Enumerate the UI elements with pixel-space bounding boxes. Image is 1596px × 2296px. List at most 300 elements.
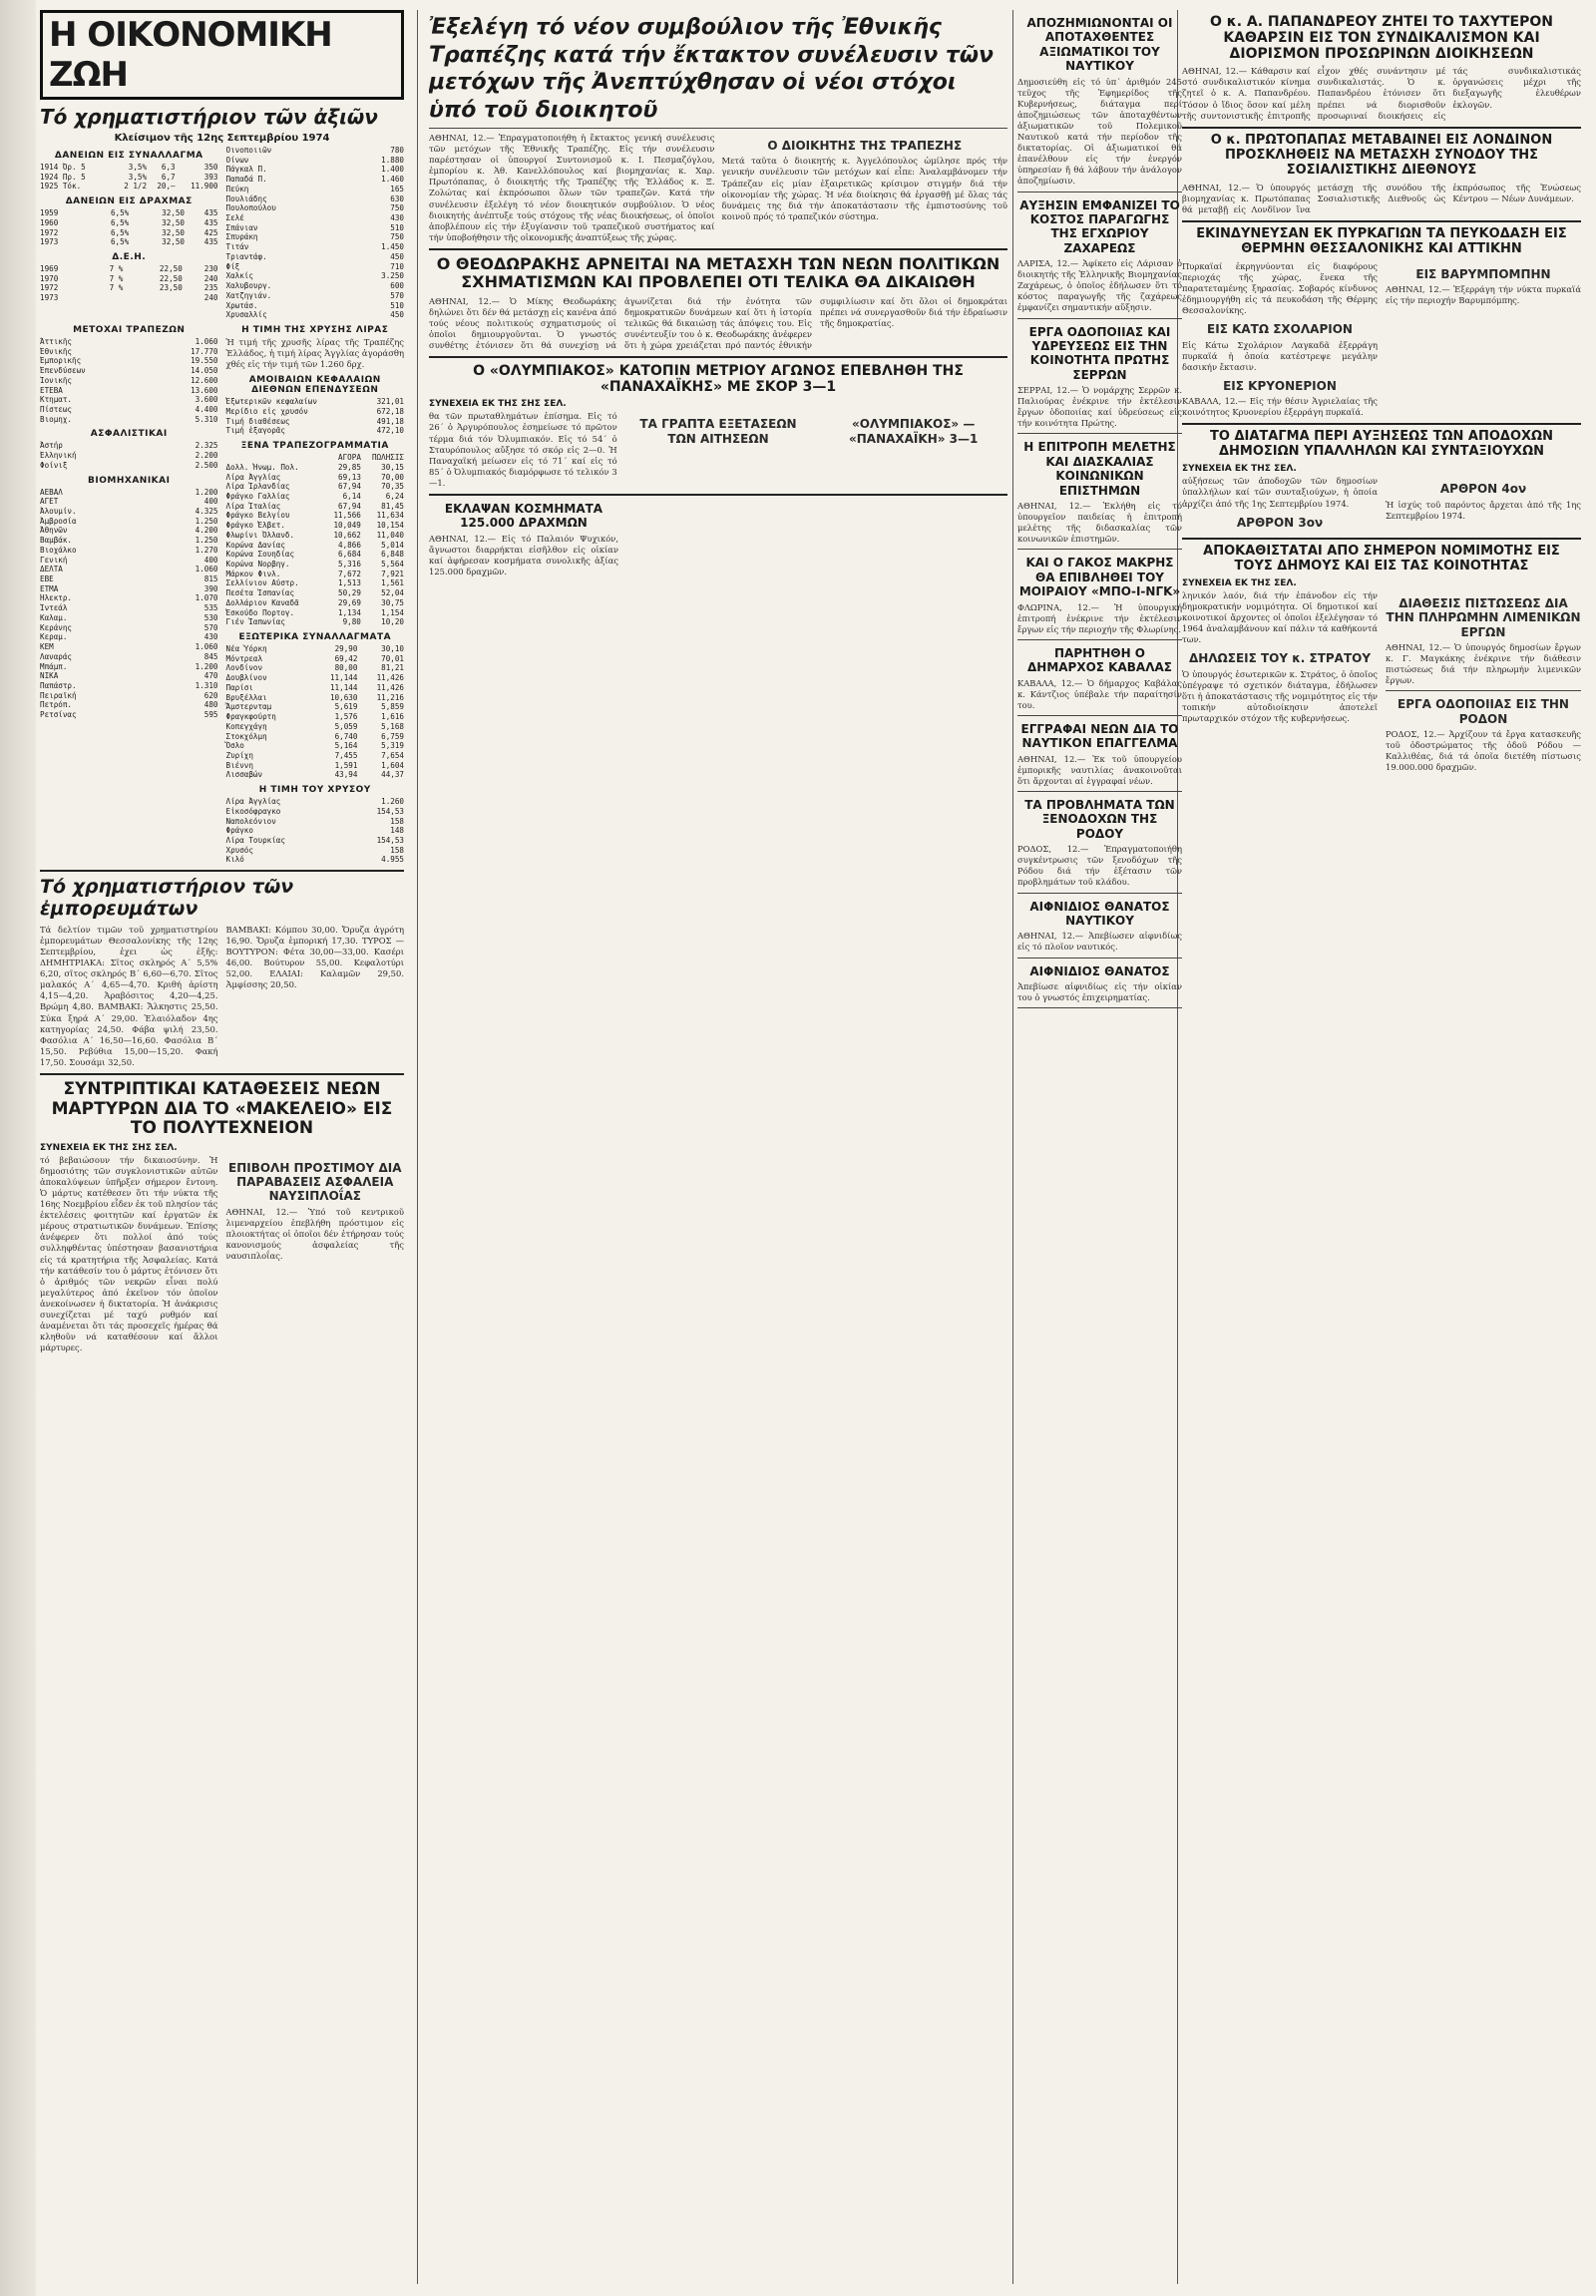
column-rule — [417, 10, 418, 2284]
divider — [40, 1073, 404, 1075]
fx-note-cell: Κορώνα Δανίας — [225, 540, 285, 550]
divider — [1386, 690, 1581, 691]
industrial-share-cell: 530 — [203, 612, 218, 622]
fx-note-cell: 6,24 — [385, 491, 404, 501]
industrial-share-cell: Κεραμ. — [40, 632, 68, 642]
ext-exchange-row — [226, 712, 405, 722]
fx-note-cell: Γιέν Ἰαπωνίας — [225, 617, 285, 627]
dei-loan-row — [40, 264, 218, 274]
ext-exchange-cell: 1,616 — [381, 712, 404, 722]
industrial-share-cell: ΕΤΜΑ — [40, 583, 59, 593]
bank-share-row — [40, 366, 218, 376]
share-cell: 1.400 — [381, 165, 404, 175]
industrial-share-cell: 390 — [203, 583, 218, 593]
bank-share-row — [40, 415, 218, 425]
industrial-share-cell: 535 — [203, 603, 218, 613]
industrial-share-cell: ΚΕΜ — [40, 642, 54, 652]
industrial-share-cell: 400 — [203, 497, 218, 507]
banks-table — [40, 337, 218, 424]
industrial-share-row — [40, 681, 218, 691]
bank-share-cell: 19.550 — [191, 356, 218, 366]
fires-col2 — [1386, 261, 1581, 419]
bank-share-cell: 3.600 — [195, 395, 218, 405]
industrial-share-cell: 570 — [203, 622, 218, 632]
drachma-loan-row — [40, 228, 218, 238]
industrial-share-cell: 1.310 — [195, 680, 218, 690]
industrial-share-cell: Πετρόπ. — [40, 700, 73, 710]
ext-exchange-row — [226, 751, 405, 761]
drachma-loan-cell: 435 — [203, 237, 218, 247]
fx-note-row — [226, 560, 405, 570]
industrial-share-cell: 620 — [203, 690, 218, 700]
divider — [1017, 433, 1182, 434]
divider — [429, 356, 1007, 358]
ext-exchange-cell: 6,759 — [381, 731, 404, 741]
fx-note-row — [226, 550, 405, 560]
ext-exchange-cell: 5,319 — [381, 741, 404, 751]
share-row — [226, 271, 405, 281]
share-cell: 510 — [390, 222, 404, 232]
gold-price-cell: 154,53 — [376, 806, 404, 816]
drachma-loans-table — [40, 208, 218, 247]
share-cell: Τριαντάφ. — [225, 251, 267, 261]
bank-share-cell: ΕΤΕΒΑ — [40, 385, 63, 395]
jewelry-text: ΑΘΗΝΑΙ, 12.— Εἰς τό Παλαιόν Ψυχικόν, ἄγνωστοι διαρρήκται εἰσῆλθον εἰς οἰκίαν καί ἀφήρεσαν κοσμήματα συνολικῆς ἀξίας 125.000 δραχμῶν. — [429, 533, 618, 577]
ext-exchange-row — [226, 770, 405, 780]
industrial-share-cell: ΑΕΒΑΛ — [40, 487, 63, 497]
industrial-share-row — [40, 603, 218, 613]
theodorakis-text: ΑΘΗΝΑΙ, 12.— Ὁ Μίκης Θεοδωράκης δηλώνει ὅτι δέν θά μετάσχῃ εἰς κανένα ἀπό τούς νέους πολιτικούς σχηματισμούς οἱ ὁποῖοι δημιουργοῦνται. Ὁ γνωστός συνθέτης ἐτόνισεν ὅτι θά συνεχίσῃ νά ἀγωνίζεται διά τήν ἐνότητα τῶν δημοκρατικῶν δυνάμεων καί ὅτι ἡ ἱστορία τελικῶς θά δικαιώσῃ τάς ἀπόψεις του. Εἰς συνέντευξίν του ὁ κ. Θεοδωράκης ἀνέφερεν ὅτι ἡ χώρα χρειάζεται πρό παντός ἐθνικήν συμφιλίωσιν καί ὅτι ὅλοι οἱ δημοκράται πρέπει νά συνεργασθοῦν διά τήν ἑδραίωσιν τῆς δημοκρατίας. — [429, 295, 1007, 351]
fx-note-cell: 29,85 — [338, 462, 361, 472]
industrial-share-cell: 815 — [203, 574, 218, 584]
protopapas-text: ΑΘΗΝΑΙ, 12.— Ὁ ὑπουργός βιομηχανίας κ. Πρωτόπαπας θά μεταβῇ εἰς Λονδῖνον ἵνα μετάσχῃ τῆς συνόδου τῆς Σοσιαλιστικῆς Διεθνοῦς ὡς ἐκπρόσωπος τῆς Ἑνώσεως Κέντρου — Νέων Δυνάμεων. — [1182, 182, 1581, 214]
drachma-loan-cell: 1959 — [40, 208, 59, 218]
ext-exchange-row — [226, 683, 405, 693]
gold-price-table — [226, 797, 405, 865]
ext-exchange-cell: 11,144 — [329, 673, 358, 683]
share-row — [226, 252, 405, 262]
industrial-share-row — [40, 710, 218, 720]
bank-share-cell: 4.400 — [195, 404, 218, 414]
decree-text-2: Ἡ ἰσχύς τοῦ παρόντος ἄρχεται ἀπό τῆς 1ης Σεπτεμβρίου 1974. — [1386, 499, 1581, 521]
right-column — [1182, 10, 1581, 2284]
polytechnic-body — [40, 1155, 404, 1354]
insurance-share-cell: Φοίνιξ — [40, 460, 68, 470]
theodorakis-headline: Ο ΘΕΟΔΩΡΑΚΗΣ ΑΡΝΕΙΤΑΙ ΝΑ ΜΕΤΑΣΧΗ ΤΩΝ ΝΕΩΝ ΠΟΛΙΤΙΚΩΝ ΣΧΗΜΑΤΙΣΜΩΝ ΚΑΙ ΠΡΟΒΛΕΠΕΙ ΟΤΙ ΤΕΛΙΚΑ ΘΑ ΔΙΚΑΙΩΘΗ — [436, 253, 1000, 292]
industrial-share-cell: 4.325 — [195, 507, 218, 516]
share-row — [226, 301, 405, 311]
bank-share-cell: Ἐπενδύσεων — [40, 366, 86, 376]
mutual-fund-cell: Ἐξωτερικῶν κεφαλαίων — [225, 397, 317, 407]
divider — [429, 494, 1007, 496]
gold-price-cell: 148 — [390, 826, 404, 836]
gold-price-cell: 158 — [390, 845, 404, 855]
ext-exchange-cell: 30,10 — [381, 644, 404, 654]
protopapas-headline: Ο κ. ΠΡΩΤΟΠΑΠΑΣ ΜΕΤΑΒΑΙΝΕΙ ΕΙΣ ΛΟΝΔΙΝΟΝ ΠΡΟΣΚΛΗΘΕΙΣ ΝΑ ΜΕΤΑΣΧΗ ΣΥΝΟΔΟΥ ΤΗΣ ΣΟΣΙΑΛΙΣΤΙΚΗΣ ΔΙΕΘΝΟΥΣ — [1210, 132, 1553, 178]
gold-pound-text: Ἡ τιμή τῆς χρυσῆς λίρας τῆς Τραπέζης Ἑλλάδος, ἡ τιμή λίρας Ἀγγλίας ἀγοράσθη χθές εἰς τήν τιμή τῶν 1.260 δρχ. — [225, 336, 404, 370]
dei-loan-cell: 7 % — [109, 264, 124, 274]
share-cell: 510 — [390, 300, 404, 310]
industrial-share-cell: Ἀθηνῶν — [40, 526, 68, 536]
fx-note-cell: 11,634 — [376, 511, 404, 521]
industrial-share-cell: Παπάστρ. — [40, 680, 77, 690]
industrial-share-row — [40, 556, 218, 566]
ext-exchange-cell: Βιέννη — [225, 760, 253, 770]
share-cell: Παπαδά Π. — [225, 175, 267, 185]
share-cell: 165 — [390, 184, 404, 193]
ext-exchange-row — [226, 663, 405, 673]
short-news-headline: ΑΥΞΗΣΙΝ ΕΜΦΑΝΙΖΕΙ ΤΟ ΚΟΣΤΟΣ ΠΑΡΑΓΩΓΗΣ ΤΗΣ ΕΓΧΩΡΙΟΥ ΖΑΧΑΡΕΩΣ — [1019, 197, 1180, 255]
bank-share-cell: Ἐμπορικῆς — [40, 356, 82, 366]
short-news-text: ΑΘΗΝΑΙ, 12.— Ἀπεβίωσεν αἰφνιδίως εἰς τό πλοῖον ναυτικός. — [1017, 931, 1182, 953]
fx-note-cell: Πεσέτα Ἱσπανίας — [225, 588, 295, 598]
share-cell: Χαλυβουργ. — [225, 281, 272, 291]
bank-share-row — [40, 347, 218, 357]
loan-cell: 3,5% — [128, 163, 148, 172]
fx-note-cell: 50,29 — [338, 588, 361, 598]
misc-shares-table — [226, 146, 405, 320]
gold-price-row — [226, 855, 405, 865]
industrial-share-cell: 1.060 — [195, 642, 218, 652]
mutual-fund-cell: Τιμή ἐξαγορᾶς — [225, 426, 285, 436]
industrial-table — [40, 488, 218, 720]
commodities-text: Τά δελτίον τιμῶν τοῦ χρηματιστηρίου ἐμπορευμάτων Θεσσαλονίκης τῆς 12ης Σεπτεμβρίου, ἐχει ὡς ἑξῆς: ΔΗΜΗΤΡΙΑΚΑ: Σῖτος σκληρός Α΄ 5,5% 6,20, σῖτος σκληρός Β΄ 6,60—6,70. Σῖτος μαλακός Α΄ 4,65—4,70. Κριθή ἀρίστη 4,15—4,20. Ἀραβόσιτος 4,20—4,25. Βρώμη 4,80. ΒΑΜΒΑΚΙ: Ἄλκηστις 25,50. Σύκα ξηρά Α΄ 29,00. Ἐλαιόλαδον 4ης κατηγορίας 24,50. Φάβα ψιλή 23,50. Φασόλια Α΄ 16,50—16,60. Φασόλια Β΄ 15,50. Ρεβύθια 15,00—15,20. Φακή 17,50. Σουσάμι 32,50. — [40, 924, 218, 1067]
short-news-text: ΦΛΩΡΙΝΑ, 12.— Ἡ ὑπουργική ἐπιτροπή ἐνέκρινε τήν ἐκτέλεσιν ἔργων εἰς τήν περιοχήν τῆς Φλωρίνης. — [1017, 601, 1182, 634]
share-cell: 430 — [390, 213, 404, 223]
insurance-share-row — [40, 451, 218, 461]
fx-note-cell: 1,513 — [338, 578, 361, 588]
industrial-share-row — [40, 488, 218, 498]
fx-note-cell: 5,564 — [381, 560, 404, 569]
fx-note-row — [226, 588, 405, 598]
ext-exchange-cell: 5,059 — [334, 721, 358, 731]
short-news-text: ΑΘΗΝΑΙ, 12.— Ἐκλήθη εἰς τό ὑπουργεῖον παιδείας ἡ ἐπιτροπή μελέτης τῆς διδασκαλίας τῶν κοινωνικῶν ἐπιστημῶν. — [1017, 501, 1182, 545]
share-cell: Χρωτάσ. — [225, 300, 258, 310]
drachma-loan-row — [40, 208, 218, 218]
ext-exchange-cell: Λισσαβών — [225, 770, 263, 780]
loan-cell: 11.900 — [191, 182, 218, 191]
fx-note-row — [226, 463, 405, 473]
national-bank-text-2: Μετά ταῦτα ὁ διοικητής κ. Ἀγγελόπουλος ὡμίλησε πρός τήν γενικήν συνέλευσιν τῶν μετόχων καί εἶπε: Ἀναλαμβάνομεν τήν Τράπεζαν εἰς μίαν ἐξαιρετικῶς κρίσιμον στιγμήν διά τήν οἰκονομίαν τῆς χώρας. Ἡ νέα διοίκησις θά ἐργασθῇ μέ ὅλας τάς δυνάμεις της διά τήν ἀποκατάστασιν τῆς ἐμπιστοσύνης τοῦ κοινοῦ πρός τό τραπεζικόν σύστημα. — [721, 156, 1007, 221]
ext-exchange-row — [226, 693, 405, 703]
fires-text-3: Εἰς Κάτω Σχολάριον Λαγκαδᾶ ἐξερράγη πυρκαϊά ἡ ὁποία κατέστρεψε μεγάλην δασικήν ἔκτασιν. — [1182, 339, 1378, 372]
loan-cell: 20,— — [157, 182, 176, 191]
industrial-share-cell: 1.250 — [195, 536, 218, 546]
ext-exchange-cell: 81,21 — [381, 663, 404, 673]
fires-text: Πυρκαϊαί ἐκρηγνύονται εἰς διαφόρους περιοχάς τῆς χώρας, ἕνεκα τῆς παρατεταμένης ξηρασίας. Σοβαρός κίνδυνος ἐδημιουργήθη εἰς τά πευκοδάση τῆς Θέρμης Θεσσαλονίκης. — [1182, 260, 1378, 316]
bank-share-cell: Άττικῆς — [40, 336, 73, 346]
divider — [1017, 893, 1182, 894]
bank-share-cell: Πίστεως — [40, 404, 73, 414]
insurance-title: ΑΣΦΑΛΙΣΤΙΚΑΙ — [90, 429, 168, 440]
short-news-headline: ΑΠΟΖΗΜΙΩΝΟΝΤΑΙ ΟΙ ΑΠΟΤΑΧΘΕΝΤΕΣ ΑΞΙΩΜΑΤΙΚΟΙ ΤΟΥ ΝΑΥΤΙΚΟΥ — [1026, 16, 1173, 74]
olympiakos-body — [429, 411, 1007, 489]
insurance-share-cell: Ἀστήρ — [40, 441, 63, 451]
ext-exchange-cell: Μόντρεαλ — [225, 653, 263, 663]
fx-note-cell: Φράγκο Γαλλίας — [225, 491, 290, 501]
insurance-share-cell: Ἑλληνική — [40, 451, 77, 461]
fx-notes-title: ΞΕΝΑ ΤΡΑΠΕΖΟΓΡΑΜΜΑΤΙΑ — [240, 441, 389, 452]
industrial-share-cell: Ἠλεκτρ. — [40, 593, 73, 603]
fires-sub-2: ΕΙΣ ΚΑΤΩ ΣΧΟΛΑΡΙΟΝ — [1207, 322, 1353, 337]
dei-loan-row — [40, 283, 218, 293]
main-stories-column — [429, 10, 1007, 2284]
loan-cell: 6,7 — [161, 172, 176, 182]
fx-header-cell: ΑΓΟΡΑ — [338, 453, 361, 463]
gold-price-cell: Ναπολεόνιον — [225, 816, 276, 826]
drachma-loan-cell: 1973 — [40, 237, 59, 247]
jewelry-story — [429, 502, 618, 577]
dei-loan-cell: 7 % — [109, 273, 124, 283]
municipal-text: ληνικόν λαόν, διά τήν ἐπάνοδον εἰς τήν δημοκρατικήν νομιμότητα. Οἱ δημοτικοί καί κοινοτικοί ἄρχοντες οἱ ὁποῖοι ἐξελέγησαν τό 1964 ἀναλαμβάνουν καί πάλιν τά καθήκοντά των. — [1182, 589, 1378, 645]
short-news-headline: ΑΙΦΝΙΔΙΟΣ ΘΑΝΑΤΟΣ — [1029, 963, 1170, 978]
ext-exchange-row — [226, 722, 405, 732]
ext-exchange-row — [226, 741, 405, 751]
ext-exchange-row — [226, 654, 405, 664]
loan-row — [40, 182, 218, 191]
ext-exchange-cell: 11,216 — [376, 692, 404, 702]
share-cell: 1.450 — [381, 242, 404, 252]
papandreou-headline: Ο κ. Α. ΠΑΠΑΝΔΡΕΟΥ ΖΗΤΕΙ ΤΟ ΤΑΧΥΤΕΡΟΝ ΚΑΘΑΡΣΙΝ ΕΙΣ ΤΟΝ ΣΥΝΔΙΚΑΛΙΣΜΟΝ ΚΑΙ ΔΙΟΡΙΣΜΟΝ ΠΡΟΣΩΡΙΝΩΝ ΔΙΟΙΚΗΣΕΩΝ — [1209, 14, 1554, 63]
gold-price-row — [226, 846, 405, 856]
drachma-loan-cell: 425 — [203, 227, 218, 237]
industrial-share-cell: 470 — [203, 671, 218, 681]
ext-exchange-cell: Βρυξέλλαι — [225, 692, 267, 702]
ext-exchange-cell: 1,604 — [381, 760, 404, 770]
short-news-text: Δημοσιεύθη εἰς τό ὑπ΄ ἀριθμόν 245 τεῦχος τῆς Ἐφημερίδος τῆς Κυβερνήσεως, διάταγμα περί ἀποζημιώσεως τῶν ἀποταχθέντων ἀξιωματικῶν τοῦ Πολεμικοῦ Ναυτικοῦ κατά τήν περίοδον τῆς δικτατορίας. Οἱ ἀξιωματικοί θά ἐπανέλθουν εἰς τήν ἐνεργόν ὑπηρεσίαν ἤ θά λάβουν τήν ἀνάλογον ἀποζημίωσιν. — [1017, 76, 1182, 187]
fx-note-cell: Φράγκο Ἑλβετ. — [225, 521, 285, 531]
bank-share-cell: 1.060 — [195, 336, 218, 346]
fx-note-cell: 30,75 — [381, 597, 404, 607]
fx-note-cell: 70,00 — [381, 472, 404, 482]
industrial-share-cell: Ἀλουμίν. — [40, 507, 77, 516]
drachma-loans-title: ΔΑΝΕΙΩΝ ΕΙΣ ΔΡΑΧΜΑΣ — [65, 196, 193, 207]
mutual-fund-cell: Μερίδιο εἰς χρυσόν — [225, 406, 308, 416]
industrial-share-cell: Ἰντεάλ — [40, 603, 68, 613]
ext-exchange-cell: 43,94 — [334, 770, 358, 780]
ext-exchange-cell: 70,01 — [381, 653, 404, 663]
drachma-loan-cell: 6,5% — [110, 237, 130, 247]
share-row — [226, 310, 405, 320]
bank-share-row — [40, 405, 218, 415]
fx-note-cell: 29,69 — [338, 597, 361, 607]
share-row — [226, 175, 405, 185]
loan-cell: 1914 Όρ. 5 — [40, 163, 86, 172]
gold-price-row — [226, 836, 405, 846]
fx-note-cell: Μάρκον Φινλ. — [225, 569, 281, 578]
ext-exchange-cell: 69,42 — [334, 653, 358, 663]
industrial-share-cell: 430 — [203, 632, 218, 642]
bank-share-cell: Ἐθνικῆς — [40, 346, 73, 356]
gold-price-cell: Εἰκοσόφραγκο — [225, 806, 281, 816]
industrial-share-row — [40, 565, 218, 574]
share-cell: Σελέ — [225, 213, 244, 223]
divider — [1017, 549, 1182, 550]
fx-note-row — [226, 608, 405, 618]
ext-exchange-cell: Στοκχόλμη — [225, 731, 267, 741]
dei-loan-cell: 235 — [203, 283, 218, 293]
loan-cell: 2 1/2 — [124, 182, 148, 191]
short-news-text: ΡΟΔΟΣ, 12.— Ἐπραγματοποιήθη συγκέντρωσις τῶν ξενοδόχων τῆς Ρόδου διά τήν ἐξέτασιν τῶν προβλημάτων τοῦ κλάδου. — [1017, 844, 1182, 888]
bank-share-cell: 5.310 — [195, 414, 218, 424]
decree-text: αὐξήσεως τῶν ἀποδοχῶν τῶν δημοσίων ὑπαλλήλων καί τῶν συνταξιούχων, ἡ ὁποία ἀρχίζει ἀπό τῆς 1ης Σεπτεμβρίου 1974. — [1182, 476, 1378, 509]
bank-share-cell: 13.600 — [191, 385, 218, 395]
industrial-share-row — [40, 536, 218, 546]
dei-loan-cell: 240 — [203, 273, 218, 283]
fine-headline: ΕΠΙΒΟΛΗ ΠΡΟΣΤΙΜΟΥ ΔΙΑ ΠΑΡΑΒΑΣΕΙΣ ΑΣΦΑΛΕΙΑ ΝΑΥΣΙΠΛΟΐΑΣ — [228, 1160, 402, 1204]
industrial-share-cell: Γενική — [40, 555, 68, 565]
mutual-fund-row — [226, 417, 405, 427]
fx-note-cell: 10,154 — [376, 521, 404, 531]
mutual-funds-table — [226, 397, 405, 436]
bank-share-cell: 14.050 — [191, 366, 218, 376]
share-row — [226, 291, 405, 301]
national-bank-text-col2 — [722, 133, 1008, 243]
share-cell: Οίνων — [225, 155, 249, 165]
divider — [1017, 639, 1182, 640]
fx-note-cell: Δολλάριον Καναδᾶ — [225, 597, 299, 607]
industrial-share-cell: Ρετσίνας — [40, 710, 77, 720]
divider — [1182, 538, 1581, 540]
share-cell: 780 — [390, 146, 404, 155]
share-row — [226, 232, 405, 242]
gold-price-row — [226, 817, 405, 827]
gold-price-cell: Λίρα Ἀγγλίας — [225, 797, 281, 807]
industrial-share-row — [40, 507, 218, 517]
fx-note-row — [226, 617, 405, 627]
industrial-share-row — [40, 517, 218, 527]
gold-price-cell: Κιλό — [225, 855, 244, 865]
bank-share-cell: 17.770 — [191, 346, 218, 356]
ext-exchange-cell: 29,90 — [334, 644, 358, 654]
fires-sub-3: ΕΙΣ ΚΡΥΟΝΕΡΙΟΝ — [1223, 378, 1337, 393]
dei-loan-cell: 23,50 — [159, 283, 183, 293]
fx-note-cell: Φλωρίνι Ὀλλανδ. — [225, 530, 295, 540]
ext-exchange-row — [226, 644, 405, 654]
ext-exchange-cell: Ἄμστερνταμ — [225, 702, 272, 712]
industrial-share-row — [40, 526, 218, 536]
fires-headline: ΕΚΙΝΔΥΝΕΥΣΑΝ ΕΚ ΠΥΡΚΑΓΙΩΝ ΤΑ ΠΕΥΚΟΔΑΣΗ ΕΙΣ ΘΕΡΜΗΝ ΘΕΣΣΑΛΟΝΙΚΗΣ ΚΑΙ ΑΤΤΙΚΗΝ — [1196, 225, 1567, 256]
share-row — [226, 165, 405, 175]
fx-note-row — [226, 598, 405, 608]
ext-exchange-cell: 6,740 — [334, 731, 358, 741]
ext-exchange-cell: 1,576 — [334, 712, 358, 722]
share-row — [226, 185, 405, 194]
insurance-share-row — [40, 441, 218, 451]
share-cell: Πάγκαλ Π. — [225, 165, 267, 175]
industrial-share-cell: Μπάμπ. — [40, 661, 68, 671]
ext-exchange-row — [226, 761, 405, 771]
gold-price-cell: 1.260 — [381, 797, 404, 807]
industrial-share-row — [40, 691, 218, 701]
short-news-headline: ΕΡΓΑ ΟΔΟΠΟΙΙΑΣ ΚΑΙ ΥΔΡΕΥΣΕΩΣ ΕΙΣ ΤΗΝ ΚΟΙΝΟΤΗΤΑ ΠΡΩΤΗΣ ΣΕΡΡΩΝ — [1028, 324, 1171, 382]
share-cell: 750 — [390, 232, 404, 242]
mutual-fund-row — [226, 397, 405, 407]
municipal-text-2: Ὁ ὑπουργός ἐσωτερικῶν κ. Στράτος, ὁ ὁποῖος ὑπέγραψε τό σχετικόν διάταγμα, ἐδήλωσεν ὅτι ἡ ἀποκατάστασις τῆς νομιμότητος εἰς τήν τοπικήν αὐτοδιοίκησιν ἀποτελεῖ πρωταρχικόν στόχον τῆς κυβερνήσεως. — [1182, 668, 1378, 724]
polytechnic-text: τό βεβαιώσουν τήν δικαιοσύνην. Ἡ δημοσιότης τῶν συγκλονιστικῶν αὐτῶν ἀποκαλύψεων ὑπῆρξεν σήμερον ἔντονη. Ὁ μάρτυς κατέθεσεν ὅτι τήν νύκτα τῆς 16ης Νοεμβρίου εἶδεν ἐκ τοῦ πλησίον τάς ἐκτελέσεις φοιτητῶν καί ἐργατῶν ἐκ μέρους στρατιωτικῶν δυνάμεων. Ἐπίσης ἀνέφερεν ὅτι πολλοί ἀπό τούς συλληφθέντας ὑπέστησαν βασανιστήρια εἰς τά κρατητήρια τῆς Ἀσφαλείας. Κατά τήν κατάθεσίν του ὁ μάρτυς ἐτόνισεν ὅτι ὁ ἀριθμός τῶν νεκρῶν εἶναι πολύ μεγαλύτερος ἀπό ἐκεῖνον τόν ὁποῖον ἀνεκοίνωσεν ἡ δικτατορία. Ἡ ἀνάκρισις συνεχίζεται μέ ταχύ ρυθμόν καί ἀναμένεται ὅτι τάς προσεχεῖς ἡμέρας θά κληθοῦν νά καταθέσουν καί ἄλλοι μάρτυρες. — [40, 1154, 218, 1353]
decree-body — [1182, 476, 1581, 533]
share-cell: Σπυράκη — [225, 232, 258, 242]
industrial-share-cell: ΕΒΕ — [40, 574, 54, 584]
share-cell: 1.880 — [381, 155, 404, 165]
fx-note-row — [226, 511, 405, 521]
gold-price-cell: 4.955 — [381, 855, 404, 865]
divider — [1017, 715, 1182, 716]
industrial-share-cell: 480 — [203, 700, 218, 710]
industrial-share-row — [40, 642, 218, 652]
ext-exchange-table — [226, 644, 405, 780]
jewelry-headline: ΕΚΛΑΨΑΝ ΚΟΣΜΗΜΑΤΑ 125.000 ΔΡΑΧΜΩΝ — [444, 502, 603, 531]
bank-share-row — [40, 337, 218, 347]
divider — [1017, 1007, 1182, 1008]
share-row — [226, 203, 405, 213]
drachma-loan-cell: 435 — [203, 217, 218, 227]
share-cell: 630 — [390, 193, 404, 203]
ext-exchange-cell: 5,619 — [334, 702, 358, 712]
loans-table — [40, 163, 218, 191]
fx-note-cell: 1,154 — [381, 607, 404, 617]
short-news-text: ΚΑΒΑΛΑ, 12.— Ὁ δήμαρχος Καβάλας κ. Κάντζιος ὑπέβαλε τήν παραίτησίν του. — [1017, 677, 1182, 710]
rhodes-headline: ΕΡΓΑ ΟΔΟΠΟΙΙΑΣ ΕΙΣ ΤΗΝ ΡΟΔΟΝ — [1397, 697, 1569, 726]
industrial-share-cell: ΑΓΕΤ — [40, 497, 59, 507]
drachma-loan-cell: 6,5% — [110, 227, 130, 237]
industrial-share-cell: 1.070 — [195, 593, 218, 603]
drachma-loan-cell: 32,50 — [162, 217, 185, 227]
short-news-headline: ΕΓΓΡΑΦΑΙ ΝΕΩΝ ΔΙΑ ΤΟ ΝΑΥΤΙΚΟΝ ΕΠΑΓΓΕΛΜΑ — [1020, 721, 1179, 751]
industrial-share-row — [40, 671, 218, 681]
stock-tables-main — [40, 320, 404, 865]
banks-title: ΜΕΤΟΧΑΙ ΤΡΑΠΕΖΩΝ — [73, 324, 186, 335]
fx-note-row — [226, 502, 405, 512]
short-news-headline: ΤΑ ΠΡΟΒΛΗΜΑΤΑ ΤΩΝ ΞΕΝΟΔΟΧΩΝ ΤΗΣ ΡΟΔΟΥ — [1024, 797, 1175, 841]
industrial-share-row — [40, 574, 218, 584]
share-cell: Χατζηγιάν. — [225, 290, 272, 300]
olympiakos-text: θα τῶν πρωταθλημάτων ἐπίσημα. Εἰς τό 26΄ ὁ Ἀργυρόπουλος ἐσημείωσε τό πρῶτον τέρμα διά τόν Ὀλυμπιακόν. Εἰς τό 54΄ ὁ Σταυρόπουλος αὔξησε τό σκόρ εἰς 2—0. Ἡ Παναχαϊκή μείωσεν εἰς τό 71΄ καί εἰς τό 85΄ ὁ Ὀλυμπιακός διαμόρφωσε τό τελικόν 3—1. — [429, 411, 617, 488]
fx-note-row — [226, 578, 405, 588]
harbor-headline: ΔΙΑΘΕΣΙΣ ΠΙΣΤΩΣΕΩΣ ΔΙΑ ΤΗΝ ΠΛΗΡΩΜΗΝ ΛΙΜΕΝΙΚΩΝ ΕΡΓΩΝ — [1386, 595, 1581, 639]
national-bank-text: ΑΘΗΝΑΙ, 12.— Ἐπραγματοποιήθη ἡ ἔκτακτος γενική συνέλευσις τῶν μετόχων τῆς Ἐθνικῆς Τραπέζης. Εἰς τήν συνέλευσιν παρέστησαν οἱ ὑπουργοί Συντονισμοῦ κ. Ι. Πεσμαζόγλου, ἐμπορίου κ. Ἀθ. Κανελλόπουλος καί βιομηχανίας κ. Χαρ. Πρωτόπαπας, ὁ διοικητής τῆς Τραπέζης τῆς Ἑλλάδος κ. Ξ. Ζολώτας καί ἐκπρόσωποι ὅλων τῶν τραπεζῶν. Κατά τήν συνέλευσιν ἐξελέγη τό νέον διοικητικόν συμβούλιον. Ὁ νέος διοικητής ἀνέπτυξε τούς στόχους τῆς νέας διοικήσεως, οἱ ὁποῖοι ἀποβλέπουν εἰς τήν ἐξυγίανσιν τοῦ τραπεζικοῦ συστήματος καί τήν ὑποβοήθησιν τῆς οἰκονομικῆς ἀναπτύξεως τῆς χώρας. — [429, 133, 715, 242]
loan-cell: 1924 Πρ. 5 — [40, 172, 86, 182]
fx-note-cell: 5,014 — [381, 540, 404, 550]
bank-share-row — [40, 376, 218, 386]
loan-cell: 393 — [203, 172, 218, 182]
dei-loan-cell: 240 — [203, 293, 218, 303]
insurance-table — [40, 441, 218, 470]
stock-exchange-title: Τό χρηματιστήριον τῶν ἀξιῶν — [40, 105, 378, 129]
share-row — [226, 223, 405, 233]
share-row — [226, 242, 405, 252]
industrial-title: ΒΙΟΜΗΧΑΝΙΚΑΙ — [88, 475, 171, 486]
fx-note-cell: 10,662 — [333, 530, 361, 540]
exam-subhead: ΤΑ ΓΡΑΠΤΑ ΕΞΕΤΑΣΕΩΝ ΤΩΝ ΑΙΤΗΣΕΩΝ — [639, 417, 797, 446]
share-cell: 450 — [390, 310, 404, 320]
gold-price-row — [226, 826, 405, 836]
bank-share-cell: Βιομηχ. — [40, 414, 73, 424]
share-cell: 600 — [390, 281, 404, 291]
industrial-share-row — [40, 632, 218, 642]
share-cell: Χρυσαλλίς — [225, 310, 267, 320]
fx-header-row — [226, 453, 405, 463]
industrial-share-cell: ΔΕΛΤΑ — [40, 565, 63, 574]
polytechnic-text-cont — [226, 1155, 405, 1354]
decree-col1 — [1182, 476, 1378, 533]
olympiakos-col3 — [819, 411, 1007, 489]
fx-note-cell: 1,561 — [381, 578, 404, 588]
mutual-fund-cell: 672,18 — [376, 406, 404, 416]
fx-note-cell: 6,848 — [381, 550, 404, 560]
share-cell: Πεύκη — [225, 184, 249, 193]
municipal-continuation: ΣΥΝΕΧΕΙΑ ΕΚ ΤΗΣ ΣΕΛ. — [1182, 577, 1297, 588]
